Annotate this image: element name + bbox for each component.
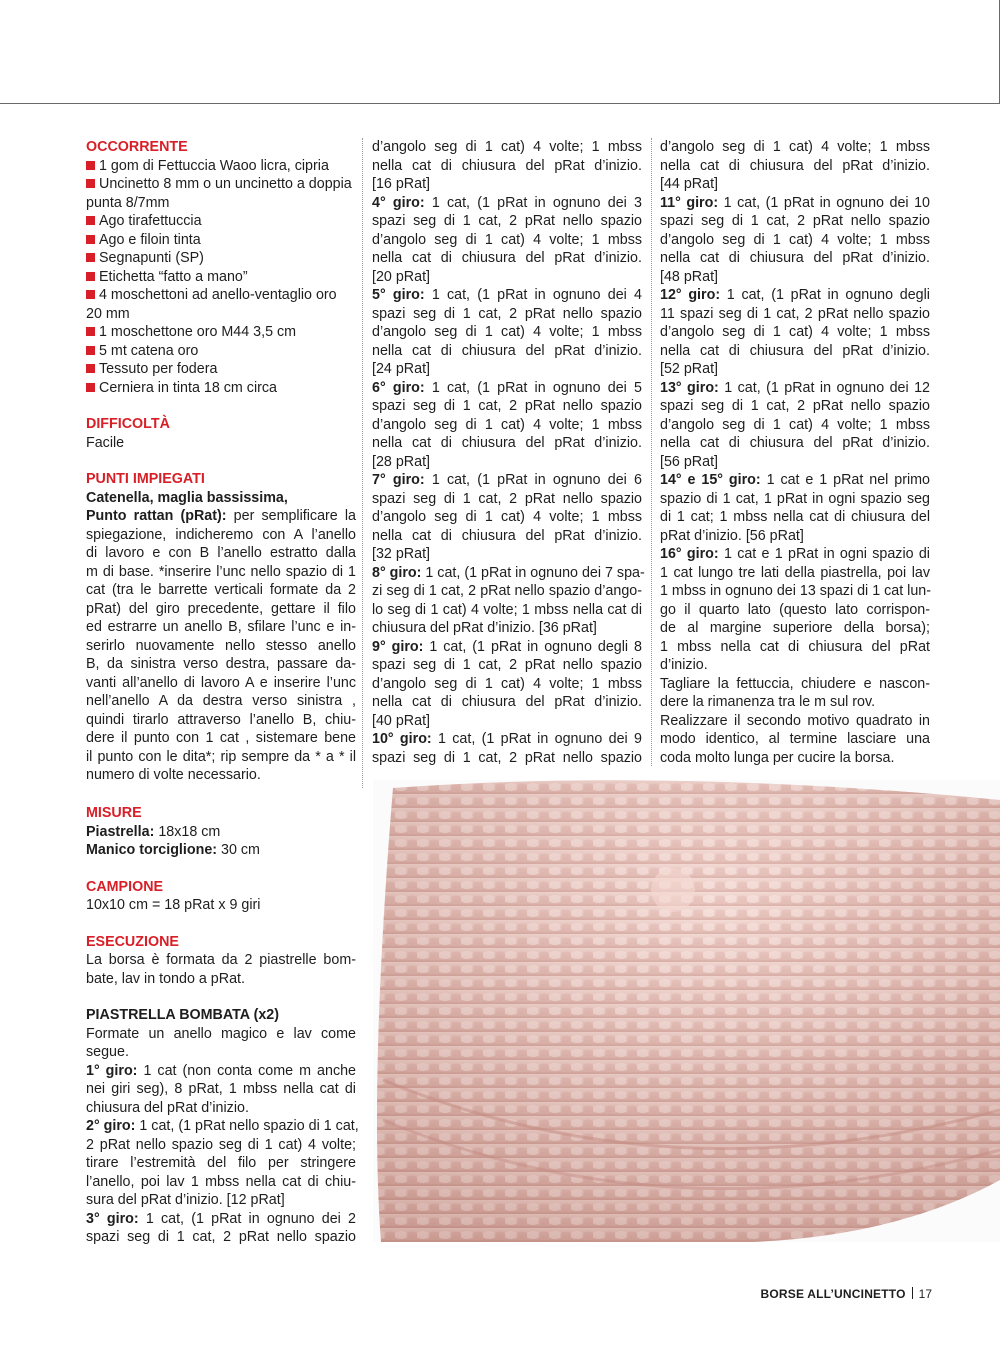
bullet-icon: [86, 216, 95, 225]
round-line: 4° giro: 1 cat, (1 pRat in ognuno dei 3: [372, 194, 642, 211]
round-line: 11 spazi seg di 1 cat, 2 pRat nello spazio: [660, 305, 930, 322]
round-line: nella cat di chiusura del pRat d’inizio.: [372, 342, 642, 359]
punti-subheading: Catenella, maglia bassissima,: [86, 489, 288, 506]
rattan-line: numero di volte necessario.: [86, 767, 261, 783]
round-line: d’angolo seg di 1 cat) 4 volte; 1 mbss: [372, 416, 642, 433]
round-line: nella cat di chiusura del pRat d’inizio.: [372, 694, 642, 710]
closing-line: modo identico, al termine lasciare una: [660, 731, 930, 747]
round-line: nella cat di chiusura del pRat d’inizio.: [372, 157, 642, 174]
material-item: Etichetta “fatto a mano”: [86, 268, 356, 287]
round-line: [24 pRat]: [372, 361, 431, 377]
material-item: punta 8/7mm: [86, 194, 170, 211]
section-campione: [86, 878, 356, 915]
column-divider: [362, 138, 363, 788]
round-line: di 1 cat; 1 mbss nella cat di chiusura del: [660, 509, 930, 525]
round-line: 5° giro: 1 cat, (1 pRat in ognuno dei 4: [372, 287, 642, 303]
bullet-icon: [86, 272, 95, 281]
rattan-line: B, da sinistra verso destra, passare da-: [86, 656, 356, 672]
material-item: Ago e filoin tinta: [86, 231, 356, 250]
rattan-line: quindi tirarlo attraverso l’anello B, chiu-: [86, 711, 356, 728]
top-rule: [0, 103, 1000, 104]
round-line: spazi seg di 1 cat, 2 pRat nello spazio: [660, 213, 930, 229]
bullet-icon: [86, 161, 95, 170]
esecuzione-line: bate, lav in tondo a pRat.: [86, 970, 245, 987]
bullet-icon: [86, 179, 95, 188]
round-line: spazi seg di 1 cat, 2 pRat nello spazio: [372, 213, 642, 229]
round-line: zi seg di 1 cat, 2 pRat nello spazio d’ango-: [372, 583, 642, 599]
closing-line: Tagliare la fettuccia, chiudere e nascon-: [660, 675, 930, 692]
round-line: nella cat di chiusura del pRat d’inizio.: [660, 250, 930, 266]
footer-separator: [912, 1287, 913, 1299]
material-item: 1 gom di Fettuccia Waoo licra, cipria: [86, 157, 356, 176]
round-line: 1° giro: 1 cat (non conta come m anche: [86, 1062, 356, 1079]
rattan-line: nell’anello A da destra verso sinistra ,: [86, 693, 356, 709]
round-line: chiusura del pRat d’inizio. [36 pRat]: [372, 620, 597, 636]
piastrella-intro: Formate un anello magico e lav come: [86, 1025, 356, 1042]
round-line: spazi seg di 1 cat, 2 pRat nello spazio: [660, 398, 930, 414]
round-line: d’inizio.: [660, 657, 708, 673]
rattan-line: il punto con le dita*; rip sempre da * a * il: [86, 748, 356, 765]
material-item: 4 moschettoni ad anello-ventaglio oro: [86, 286, 356, 305]
round-line: 7° giro: 1 cat, (1 pRat in ognuno dei 6: [372, 472, 642, 488]
section-punti: [86, 470, 356, 785]
round-line: [48 pRat]: [660, 268, 719, 285]
round-line: l’anello, poi lav 1 mbss nella cat di chiu-: [86, 1173, 356, 1190]
closing-line: coda molto lunga per cucire la borsa.: [660, 749, 895, 766]
bullet-icon: [86, 346, 95, 355]
section-esecuzione: [86, 933, 356, 989]
round-line: d’angolo seg di 1 cat) 4 volte; 1 mbss: [372, 675, 642, 692]
material-item: Segnapunti (SP): [86, 249, 356, 268]
section-misure: [86, 804, 356, 860]
material-item: 1 moschettone oro M44 3,5 cm: [86, 323, 356, 342]
round-line: tirare l’estremità del filo per stringere: [86, 1155, 356, 1171]
campione-heading: CAMPIONE: [86, 878, 164, 895]
crochet-tile-image: [373, 780, 1000, 1242]
round-line: 3° giro: 1 cat, (1 pRat in ognuno dei 2: [86, 1210, 356, 1227]
round-line: sura del pRat d’inizio. [12 pRat]: [86, 1192, 285, 1208]
rattan-line: serirlo nuovamente nello stesso anello: [86, 637, 356, 654]
page-number: 17: [918, 1287, 932, 1301]
round-line: 8° giro: 1 cat, (1 pRat in ognuno dei 7 spa-: [372, 564, 645, 581]
round-line: 1 mbss in ognuno dei 13 spazi di 1 cat lun-: [660, 583, 932, 599]
section-piastrella: [86, 1006, 359, 1247]
esecuzione-line: La borsa è formata da 2 piastrelle bom-: [86, 952, 356, 968]
round-line: de al margine superiore della borsa);: [660, 620, 930, 636]
piastrella-intro: segue.: [86, 1044, 129, 1060]
round-line: spazi seg di 1 cat, 2 pRat nello spazio: [372, 398, 642, 414]
rattan-line: m di base. *inserire l’unc nello spazio di 1: [86, 563, 356, 580]
round-line: d’angolo seg di 1 cat) 4 volte; 1 mbss: [372, 509, 642, 525]
difficolta-value: Facile: [86, 434, 125, 451]
rattan-instructions: [86, 526, 356, 785]
round-line: 6° giro: 1 cat, (1 pRat in ognuno dei 5: [372, 379, 642, 396]
piastrella-size: Piastrella: 18x18 cm: [86, 823, 221, 840]
magazine-title: BORSE ALL’UNCINETTO: [760, 1287, 906, 1301]
closing-line: dere la rimanenza tra le m sul rov.: [660, 694, 876, 710]
punti-heading: PUNTI IMPIEGATI: [86, 471, 205, 487]
column-rounds-a: [372, 138, 645, 767]
round-line: d’angolo seg di 1 cat) 4 volte; 1 mbss: [372, 324, 642, 340]
esecuzione-heading: ESECUZIONE: [86, 933, 179, 950]
round-line: [20 pRat]: [372, 268, 431, 285]
round-line: 16° giro: 1 cat e 1 pRat in ogni spazio di: [660, 546, 930, 562]
material-item: Tessuto per fodera: [86, 360, 356, 379]
section-difficolta: [86, 415, 356, 452]
round-line: d’angolo seg di 1 cat) 4 volte; 1 mbss: [660, 139, 930, 155]
round-line: 1 cat lungo tre lati della piastrella, poi lav: [660, 564, 930, 581]
round-line: d’angolo seg di 1 cat) 4 volte; 1 mbss: [372, 139, 642, 155]
round-line: pRat d’inizio. [56 pRat]: [660, 527, 804, 544]
round-line: [28 pRat]: [372, 453, 431, 470]
manico-size: Manico torciglione: 30 cm: [86, 842, 260, 858]
round-line: 9° giro: 1 cat, (1 pRat in ognuno degli 8: [372, 638, 642, 655]
round-line: d’angolo seg di 1 cat) 4 volte; 1 mbss: [660, 231, 930, 248]
round-line: nella cat di chiusura del pRat d’inizio.: [660, 342, 930, 359]
round-line: spazi seg di 1 cat, 2 pRat nello spazio: [86, 1229, 356, 1245]
round-line: 13° giro: 1 cat, (1 pRat in ognuno dei 12: [660, 379, 930, 396]
rattan-line: cat (tra le barrette verticali formate da 2: [86, 582, 356, 598]
occorrente-heading: OCCORRENTE: [86, 139, 188, 155]
round-line: chiusura del pRat d’inizio.: [86, 1099, 249, 1116]
round-line: 11° giro: 1 cat, (1 pRat in ognuno dei 10: [660, 194, 930, 211]
round-line: [16 pRat]: [372, 176, 431, 192]
piastrella-heading: PIASTRELLA BOMBATA (x2): [86, 1007, 280, 1023]
bullet-icon: [86, 290, 95, 299]
bullet-icon: [86, 253, 95, 262]
material-item: Cerniera in tinta 18 cm circa: [86, 379, 356, 398]
material-item: 20 mm: [86, 305, 130, 322]
round-line: [32 pRat]: [372, 546, 431, 562]
round-line: spazi seg di 1 cat, 2 pRat nello spazio: [372, 749, 642, 766]
rattan-line: di lavoro e con B l’anello estratto dalla: [86, 545, 356, 561]
rattan-line: vanti all’anello di lavoro A e inserire l’unc: [86, 674, 356, 691]
round-line: go il quarto lato (questo lato corrispon-: [660, 601, 930, 618]
section-occorrente: [86, 138, 356, 397]
column-rounds-b: [660, 138, 930, 767]
round-line: nella cat di chiusura del pRat d’inizio.: [372, 250, 642, 266]
material-item: Uncinetto 8 mm o un uncinetto a doppia: [86, 175, 356, 194]
rattan-line: pRat) del giro precedente, gettare il filo: [86, 600, 356, 617]
bullet-icon: [86, 327, 95, 336]
round-line: 12° giro: 1 cat, (1 pRat in ognuno degli: [660, 287, 930, 303]
column-divider: [651, 138, 652, 766]
round-line: 14° e 15° giro: 1 cat e 1 pRat nel primo: [660, 472, 930, 488]
round-line: [56 pRat]: [660, 453, 719, 470]
round-line: spazio di 1 cat, 1 pRat in ogni spazio seg: [660, 490, 930, 507]
piastrella-rounds: [86, 1062, 359, 1247]
rattan-line: dere il punto con 1 cat , sistemare bene: [86, 730, 356, 746]
round-line: d’angolo seg di 1 cat) 4 volte; 1 mbss: [372, 231, 642, 248]
rattan-line: ed estrarre un anello B, sfilare l’unc e in-: [86, 619, 356, 635]
round-line: 10° giro: 1 cat, (1 pRat in ognuno dei 9: [372, 731, 642, 747]
closing-line: Realizzare il secondo motivo quadrato in: [660, 712, 930, 729]
round-line: nella cat di chiusura del pRat d’inizio.: [372, 527, 642, 544]
round-line: 1 mbss nella cat di chiusura del pRat: [660, 638, 930, 655]
round-line: 2° giro: 1 cat, (1 pRat nello spazio di 1 cat,: [86, 1118, 359, 1134]
rattan-definition: Punto rattan (pRat): per semplificare la: [86, 508, 357, 524]
round-line: lo seg di 1 cat) 4 volte; 1 mbss nella cat di: [372, 601, 642, 618]
material-item: 5 mt catena oro: [86, 342, 356, 361]
column-materials: [86, 138, 356, 803]
round-line: d’angolo seg di 1 cat) 4 volte; 1 mbss: [660, 324, 930, 340]
round-line: nei giri seg), 8 pRat, 1 mbss nella cat di: [86, 1081, 356, 1097]
round-line: nella cat di chiusura del pRat d’inizio.: [660, 435, 930, 451]
round-line: [40 pRat]: [372, 712, 431, 729]
round-line: spazi seg di 1 cat, 2 pRat nello spazio: [372, 657, 642, 673]
round-line: spazi seg di 1 cat, 2 pRat nello spazio: [372, 305, 642, 322]
column-details: [86, 804, 359, 1265]
materials-list: [86, 157, 356, 398]
round-line: [44 pRat]: [660, 176, 719, 192]
material-item: Ago tirafettuccia: [86, 212, 356, 231]
round-line: d’angolo seg di 1 cat) 4 volte; 1 mbss: [660, 416, 930, 433]
bullet-icon: [86, 235, 95, 244]
round-line: 2 pRat nello spazio seg di 1 cat) 4 volte;: [86, 1136, 356, 1153]
product-photo: [373, 780, 1000, 1242]
bullet-icon: [86, 364, 95, 373]
bullet-icon: [86, 383, 95, 392]
rattan-line: spiegazione, indicheremo con A l’anello: [86, 526, 356, 543]
page-footer: [761, 1286, 933, 1302]
round-line: spazi seg di 1 cat, 2 pRat nello spazio: [372, 490, 642, 507]
misure-heading: MISURE: [86, 805, 142, 821]
difficolta-heading: DIFFICOLTÀ: [86, 416, 170, 432]
campione-value: 10x10 cm = 18 pRat x 9 giri: [86, 897, 261, 913]
round-line: nella cat di chiusura del pRat d’inizio.: [372, 435, 642, 451]
round-line: [52 pRat]: [660, 361, 719, 377]
round-line: nella cat di chiusura del pRat d’inizio.: [660, 157, 930, 174]
